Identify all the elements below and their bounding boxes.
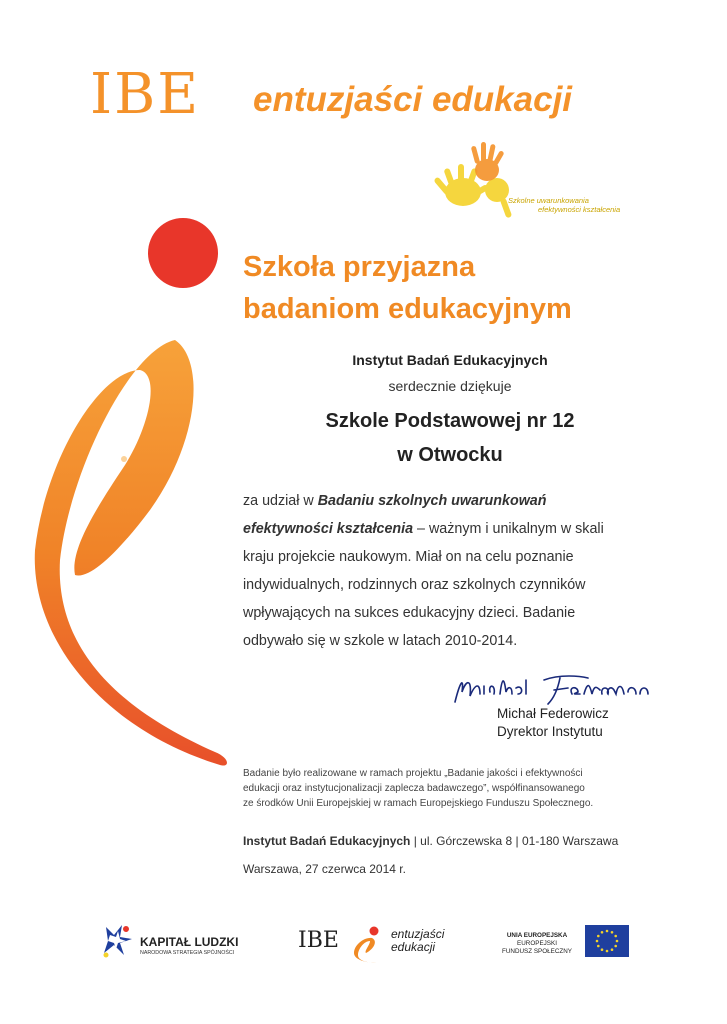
address-institution: Instytut Badań Edukacyjnych xyxy=(243,834,411,848)
footer-tagline-line1: entuzjaści xyxy=(391,927,445,941)
recipient-line1: Szkole Podstawowej nr 12 xyxy=(325,410,575,432)
big-e-logo-icon xyxy=(0,210,260,770)
signer-name: Michał Federowicz xyxy=(497,706,609,721)
note-line1: Badanie było realizowane w ramach projektu „Badanie jakości i efektywności xyxy=(243,768,583,779)
address-line xyxy=(243,834,618,848)
body-rest-line2: – ważnym i unikalnym w skali xyxy=(413,521,604,537)
footer-tagline xyxy=(391,928,444,954)
body-line2 xyxy=(243,515,663,543)
kapital-ludzki-subtitle: NARODOWA STRATEGIA SPÓJNOŚCI xyxy=(140,950,235,956)
handwritten-signature xyxy=(450,672,660,708)
body-line3: kraju projekcie naukowym. Miał on na celu poznanie xyxy=(243,549,574,565)
body-line5: wpływających na sukces edukacyjny dzieci. Badanie xyxy=(243,605,576,621)
footer-tagline-line2: edukacji xyxy=(391,940,436,954)
study-name-part2: efektywności kształcenia xyxy=(243,521,414,537)
body-line6: odbywało się w szkole w latach 2010-2014. xyxy=(243,633,518,649)
eu-line2: EUROPEJSKI xyxy=(517,940,557,947)
project-logo-line2: efektywności kształcenia xyxy=(538,205,621,214)
footer-ibe-logo: IBE xyxy=(298,928,339,953)
tagline: entuzjaści edukacji xyxy=(253,80,573,119)
eu-flag-icon xyxy=(585,925,629,957)
signer-role: Dyrektor Instytutu xyxy=(497,724,603,739)
eu-label xyxy=(492,932,582,956)
body-intro: za udział w xyxy=(243,493,318,509)
eu-line3: FUNDUSZ SPOŁECZNY xyxy=(502,948,572,955)
body-line4: indywidualnych, rodzinnych oraz szkolnych czynników xyxy=(243,577,586,593)
project-logo-label xyxy=(508,196,620,214)
institution-name: Instytut Badań Edukacyjnych xyxy=(352,352,548,368)
certificate-title xyxy=(243,246,572,330)
kapital-ludzki-star-icon xyxy=(100,921,136,961)
ibe-logo-text: IBE xyxy=(90,62,201,127)
thanks-text: serdecznie dziękuje xyxy=(388,378,512,394)
recipient-line2: w Otwocku xyxy=(397,444,503,466)
title-line1: Szkoła przyjazna xyxy=(243,251,476,283)
project-logo-line1: Szkolne uwarunkowania xyxy=(508,196,589,205)
issue-date: Warszawa, 27 czerwca 2014 r. xyxy=(243,862,406,876)
certificate-body xyxy=(243,487,663,655)
study-name-part1: Badaniu szkolnych uwarunkowań xyxy=(317,493,547,509)
note-line2: edukacji oraz instytucjonalizacji zaplecza badawczego”, współfinansowanego xyxy=(243,783,585,794)
funding-note xyxy=(243,766,593,811)
title-line2: badaniom edukacyjnym xyxy=(243,293,572,325)
body-line1 xyxy=(243,487,663,515)
eu-line1: UNIA EUROPEJSKA xyxy=(506,932,568,939)
address-details: | ul. Górczewska 8 | 01-180 Warszawa xyxy=(410,834,619,848)
kapital-ludzki-title: KAPITAŁ LUDZKI xyxy=(140,935,239,949)
note-line3: ze środków Unii Europejskiej w ramach Europejskiego Funduszu Społecznego. xyxy=(243,798,594,809)
signer-block xyxy=(497,705,609,741)
footer-e-logo-icon xyxy=(350,925,386,965)
